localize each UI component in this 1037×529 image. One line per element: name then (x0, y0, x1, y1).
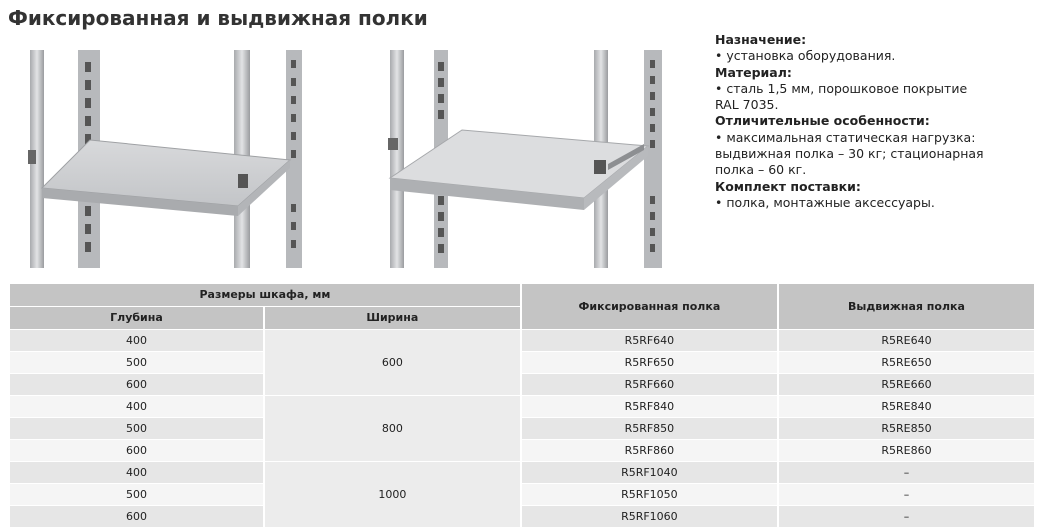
table-row (10, 484, 1034, 505)
table-row (10, 418, 1034, 439)
cell-width: 800 (265, 396, 520, 461)
cell-depth: 500 (10, 484, 263, 505)
cell-fixed-code: R5RF640 (522, 330, 777, 351)
kit-heading: Комплект поставки: (715, 178, 861, 194)
cell-slide-code: R5RE660 (779, 374, 1034, 395)
cell-depth: 400 (10, 396, 263, 417)
table-row (10, 396, 1034, 417)
table-row (10, 506, 1034, 527)
cell-slide-code: R5RE640 (779, 330, 1034, 351)
header-cabinet-size: Размеры шкафа, мм (10, 284, 520, 306)
cell-slide-code: R5RE850 (779, 418, 1034, 439)
cell-fixed-code: R5RF1040 (522, 462, 777, 483)
features-text-line-1: • максимальная статическая нагрузка: (715, 129, 976, 145)
cell-depth: 600 (10, 374, 263, 395)
header-slide-shelf: Выдвижная полка (779, 284, 1034, 329)
material-text-line-2: RAL 7035. (715, 97, 779, 113)
fixed-shelf-image (28, 46, 308, 270)
cell-depth: 600 (10, 506, 263, 527)
purpose-text: • установка оборудования. (715, 48, 896, 64)
cell-depth: 600 (10, 440, 263, 461)
header-fixed-shelf: Фиксированная полка (522, 284, 777, 329)
cell-depth: 400 (10, 462, 263, 483)
table-row (10, 374, 1034, 395)
cell-fixed-code: R5RF660 (522, 374, 777, 395)
cell-fixed-code: R5RF860 (522, 440, 777, 461)
page-title: Фиксированная и выдвижная полки (8, 6, 428, 30)
cell-slide-code: R5RE650 (779, 352, 1034, 373)
table-row (10, 352, 1034, 373)
cell-slide-code: R5RE860 (779, 440, 1034, 461)
material-text-line-1: • сталь 1,5 мм, порошковое покрытие (715, 80, 968, 96)
cell-fixed-code: R5RF650 (522, 352, 777, 373)
features-text-line-3: полка – 60 кг. (715, 162, 807, 178)
cell-width: 600 (265, 330, 520, 395)
features-text-line-2: выдвижная полка – 30 кг; стационарная (715, 146, 984, 162)
features-heading: Отличительные особенности: (715, 113, 930, 129)
cell-width: 1000 (265, 462, 520, 527)
header-depth: Глубина (10, 307, 263, 329)
table-row (10, 462, 1034, 483)
material-heading: Материал: (715, 64, 792, 80)
header-width: Ширина (265, 307, 520, 329)
purpose-heading: Назначение: (715, 32, 807, 47)
slide-shelf-image (388, 46, 664, 270)
cell-depth: 500 (10, 352, 263, 373)
table-row (10, 440, 1034, 461)
cell-slide-code: – (779, 506, 1034, 527)
cell-depth: 500 (10, 418, 263, 439)
cell-slide-code: – (779, 462, 1034, 483)
table-row (10, 330, 1034, 351)
cell-fixed-code: R5RF840 (522, 396, 777, 417)
cell-fixed-code: R5RF850 (522, 418, 777, 439)
description-block (715, 32, 1033, 211)
cell-slide-code: – (779, 484, 1034, 505)
cell-depth: 400 (10, 330, 263, 351)
kit-text: • полка, монтажные аксессуары. (715, 194, 935, 210)
cell-fixed-code: R5RF1060 (522, 506, 777, 527)
cell-fixed-code: R5RF1050 (522, 484, 777, 505)
cell-slide-code: R5RE840 (779, 396, 1034, 417)
products-table (8, 283, 1036, 528)
